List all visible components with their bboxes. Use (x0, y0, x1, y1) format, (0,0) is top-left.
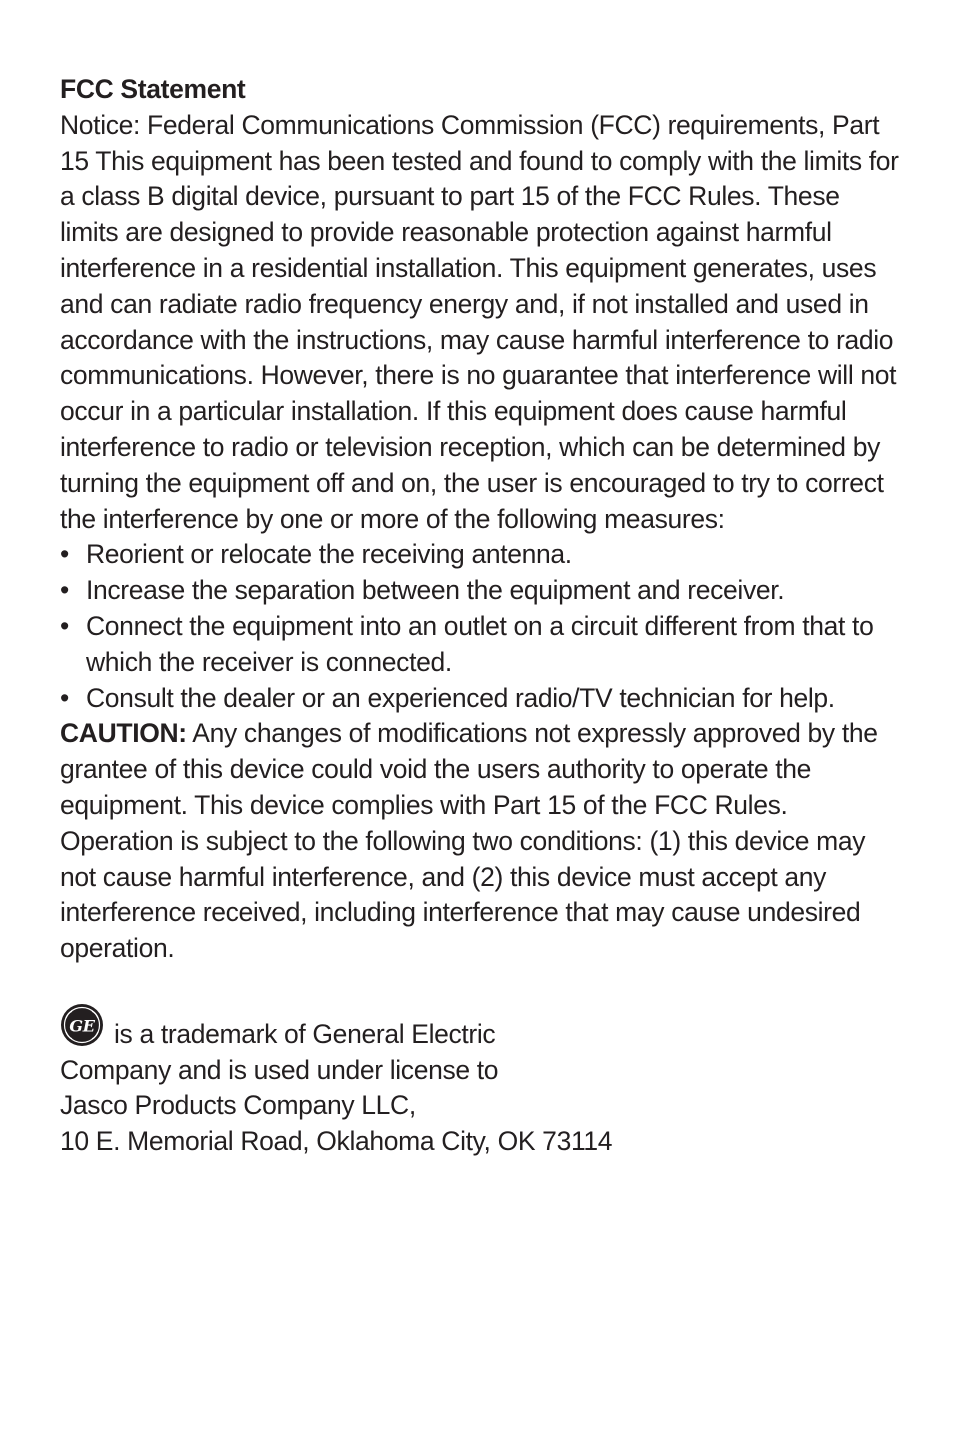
measure-text: Increase the separation between the equipment and receiver. (86, 575, 785, 606)
trademark-line-3: Jasco Products Company LLC, (60, 1090, 416, 1121)
document-page (60, 72, 900, 1160)
measure-text: Reorient or relocate the receiving antenna. (86, 539, 572, 570)
list-item (60, 681, 900, 717)
measure-text: Consult the dealer or an experienced radio/TV technician for help. (86, 682, 835, 713)
bullet-icon: • (60, 575, 69, 606)
bullet-icon: • (60, 682, 69, 713)
caution-text: Any changes of modifications not expressly approved by the grantee of this device could void the users authority to operate the equipment. This device complies with Part 15 of the FCC Rules. Operation is subject to the following two conditions: (1) this device may not cause harmful interference, and (2) this device must accept any interference received, including interference that may cause undesired operation. (60, 718, 878, 964)
list-item (60, 609, 900, 681)
svg-text:GE: GE (69, 1016, 95, 1036)
trademark-line-1 (60, 1003, 900, 1053)
trademark-line-2: Company and is used under license to (60, 1054, 499, 1085)
trademark-text-1: is a trademark of General Electric (114, 1018, 496, 1049)
caution-paragraph (60, 716, 900, 967)
measures-list (60, 537, 900, 716)
fcc-notice-paragraph: Notice: Federal Communications Commission (FCC) requirements, Part 15 This equipment has been tested and found to comply with the limits for a class B digital device, pursuant to part 15 of the FCC Rules. These limits are designed to provide reasonable protection against harmful interference in a residential installation. This equipment generates, uses and can radiate radio frequency energy and, if not installed and used in accordance with the instructions, may cause harmful interference to radio communications. However, there is no guarantee that interference will not occur in a particular installation. If this equipment does cause harmful interference to radio or television reception, which can be determined by turning the equipment off and on, the user is encouraged to try to correct the interference by one or more of the following measures: (60, 109, 899, 534)
list-item (60, 537, 900, 573)
bullet-icon: • (60, 539, 69, 570)
list-item (60, 573, 900, 609)
caution-label: CAUTION: (60, 718, 187, 749)
ge-logo-icon (60, 1003, 104, 1047)
address-line: 10 E. Memorial Road, Oklahoma City, OK 73114 (60, 1126, 613, 1157)
measure-text: Connect the equipment into an outlet on a circuit different from that to which the receiver is connected. (86, 610, 874, 677)
bullet-icon: • (60, 610, 69, 641)
fcc-statement-title: FCC Statement (60, 74, 246, 104)
trademark-block (60, 1003, 900, 1160)
